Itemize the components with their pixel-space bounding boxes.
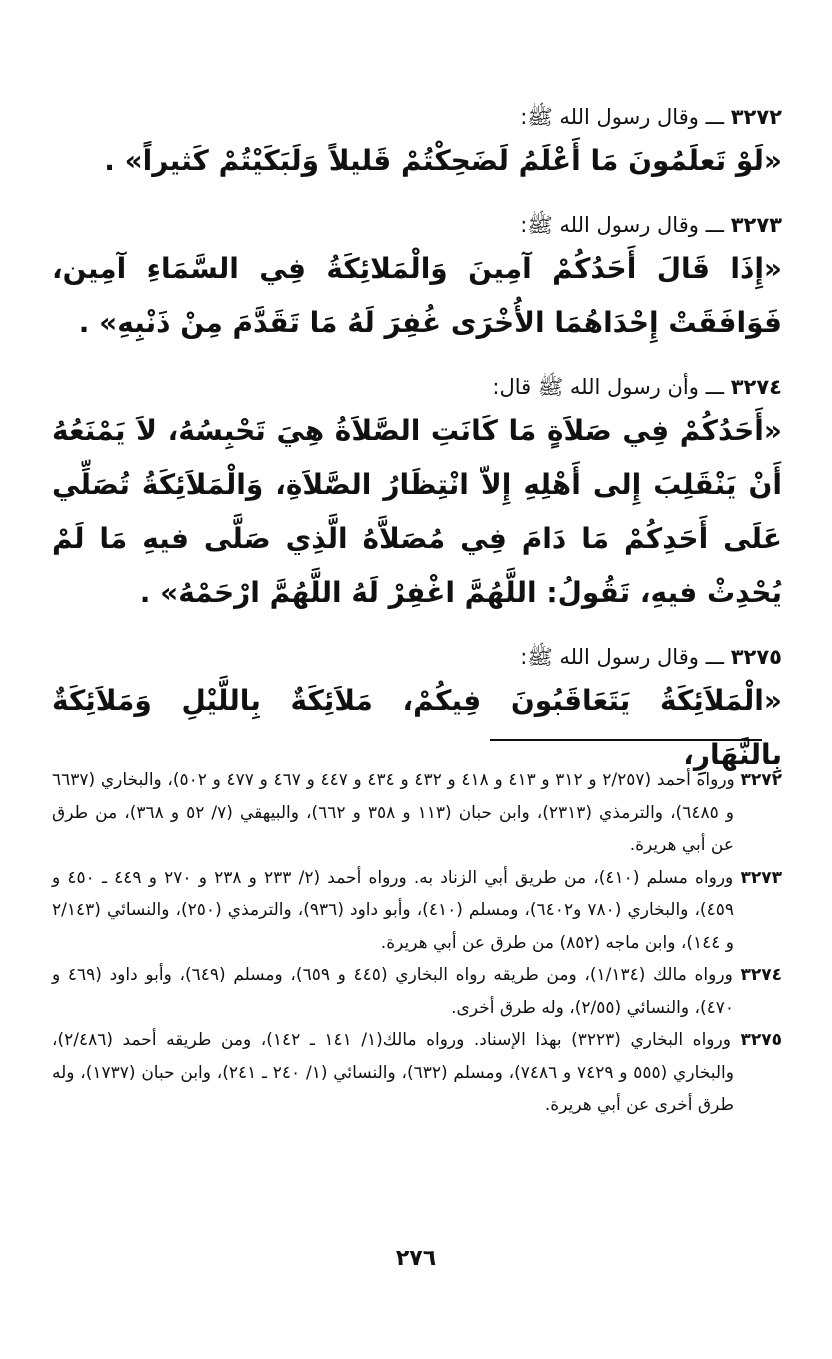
footnote-text: ورواه مسلم (٤١٠)، من طريق أبي الزناد به. ورواه أحمد (٢/ ٢٣٣ و ٢٣٨ و ٢٧٠ و ٤٤٩ ـ ٤٥٠ و ٤٥٩)، والبخاري (٧٨٠ و٦٤٠٢)، ومسلم (٤١٠)، وأبو داود (٩٣٦)، والترمذي (٢٥٠)، والنسائي (٢/١٤٣ و ١٤٤)، وابن ماجه (٨٥٢) من طرق عن أبي هريرة. [52, 867, 734, 953]
hadith-body [52, 100, 782, 802]
hadith-intro-text: ـــ وقال رسول الله ﷺ: [520, 105, 725, 129]
hadith-text: «الْمَلاَئِكَةُ يَتَعَاقَبُونَ فِيكُمْ، مَلاَئِكَةٌ بِاللَّيْلِ وَمَلاَئِكَةٌ بِالنَّهَارِ، [52, 684, 782, 771]
hadith-3273 [52, 208, 782, 350]
footnotes [52, 764, 782, 1122]
footnote-text: ورواه أحمد (٢/٢٥٧ و ٣١٢ و ٤١٣ و ٤١٨ و ٤٣٢ و ٤٣٤ و ٤٤٧ و ٤٦٧ و ٤٧٧ و ٥٠٢)، والبخاري (٦٦٣٧ و ٦٤٨٥)، والترمذي (٢٣١٣)، وابن حبان (١١٣ و ٣٥٨ و ٦٦٢)، والبيهقي (٧/ ٥٢ و ٣٦٨)، من طرق عن أبي هريرة. [52, 770, 735, 855]
footnote-text: ورواه البخاري (٣٢٢٣) بهذا الإسناد. ورواه مالك(١/ ١٤١ ـ ١٤٢)، ومن طريقه أحمد (٢/٤٨٦)، والبخاري (٥٥٥ و ٧٤٢٩ و ٧٤٨٦)، ومسلم (٦٣٢)، والنسائي (١/ ٢٤٠ ـ ٢٤١)، وابن حبان (١٧٣٧)، وله طرق أخرى عن أبي هريرة. [52, 1030, 734, 1115]
hadith-number: ٣٢٧٢ [730, 105, 782, 129]
hadith-intro-text: ـــ وقال رسول الله ﷺ: [520, 213, 725, 237]
hadith-number: ٣٢٧٥ [730, 645, 782, 669]
hadith-text: «إِذَا قَالَ أَحَدُكُمْ آمِينَ وَالْمَلائِكَةُ فِي السَّمَاءِ آمِين، فَوَافَقَتْ إِحْدَاهُمَا الأُخْرَى غُفِرَ لَهُ مَا تَقَدَّمَ مِنْ ذَنْبِهِ» . [52, 252, 782, 339]
hadith-number: ٣٢٧٣ [730, 213, 782, 237]
hadith-intro [52, 100, 782, 134]
hadith-intro-text: ـــ وأن رسول الله ﷺ قال: [492, 375, 725, 399]
hadith-intro-text: ـــ وقال رسول الله ﷺ: [520, 645, 725, 669]
hadith-number: ٣٢٧٤ [730, 375, 782, 399]
footnote [52, 862, 782, 960]
hadith-intro [52, 370, 782, 404]
footnote [52, 959, 782, 1024]
hadith-3272 [52, 100, 782, 188]
hadith-text: «لَوْ تَعلَمُونَ مَا أَعْلَمُ لَضَحِكْتُمْ قَليلاً وَلَبَكَيْتُمْ كَثيراً» . [104, 144, 782, 177]
hadith-3275 [52, 640, 782, 782]
hadith-text: «أَحَدُكُمْ فِي صَلاَةٍ مَا كَانَتِ الصَّلاَةُ هِيَ تَحْبِسُهُ، لاَ يَمْنَعُهُ أَنْ يَنْقَلِبَ إِلى أَهْلِهِ إِلاّ انْتِظَارُ الصَّلاَةِ، وَالْمَلاَئِكَةُ تُصَلِّي عَلَى أَحَدِكُمْ مَا دَامَ فِي مُصَلاَّهُ الَّذِي صَلَّى فيهِ مَا لَمْ يُحْدِثْ فيهِ، تَقُولُ: اللَّهُمَّ اغْفِرْ لَهُ اللَّهُمَّ ارْحَمْهُ» . [52, 414, 782, 609]
page-number: ٢٧٦ [395, 1246, 437, 1271]
footnote [52, 764, 782, 862]
footnote-text: ورواه مالك (١/١٣٤)، ومن طريقه رواه البخاري (٤٤٥ و ٦٥٩)، ومسلم (٦٤٩)، وأبو داود (٤٦٩ و ٤٧٠)، والنسائي (٢/٥٥)، وله طرق أخرى. [52, 965, 734, 1018]
footnote-number: ٣٢٧٢ [740, 770, 782, 790]
footnote-divider [490, 739, 762, 741]
footnote-number: ٣٢٧٥ [740, 1030, 783, 1050]
hadith-3274 [52, 370, 782, 620]
footnote-number: ٣٢٧٣ [740, 867, 782, 888]
footnote-number: ٣٢٧٤ [740, 965, 782, 985]
hadith-intro [52, 640, 782, 674]
hadith-intro [52, 208, 782, 242]
footnote [52, 1024, 782, 1122]
